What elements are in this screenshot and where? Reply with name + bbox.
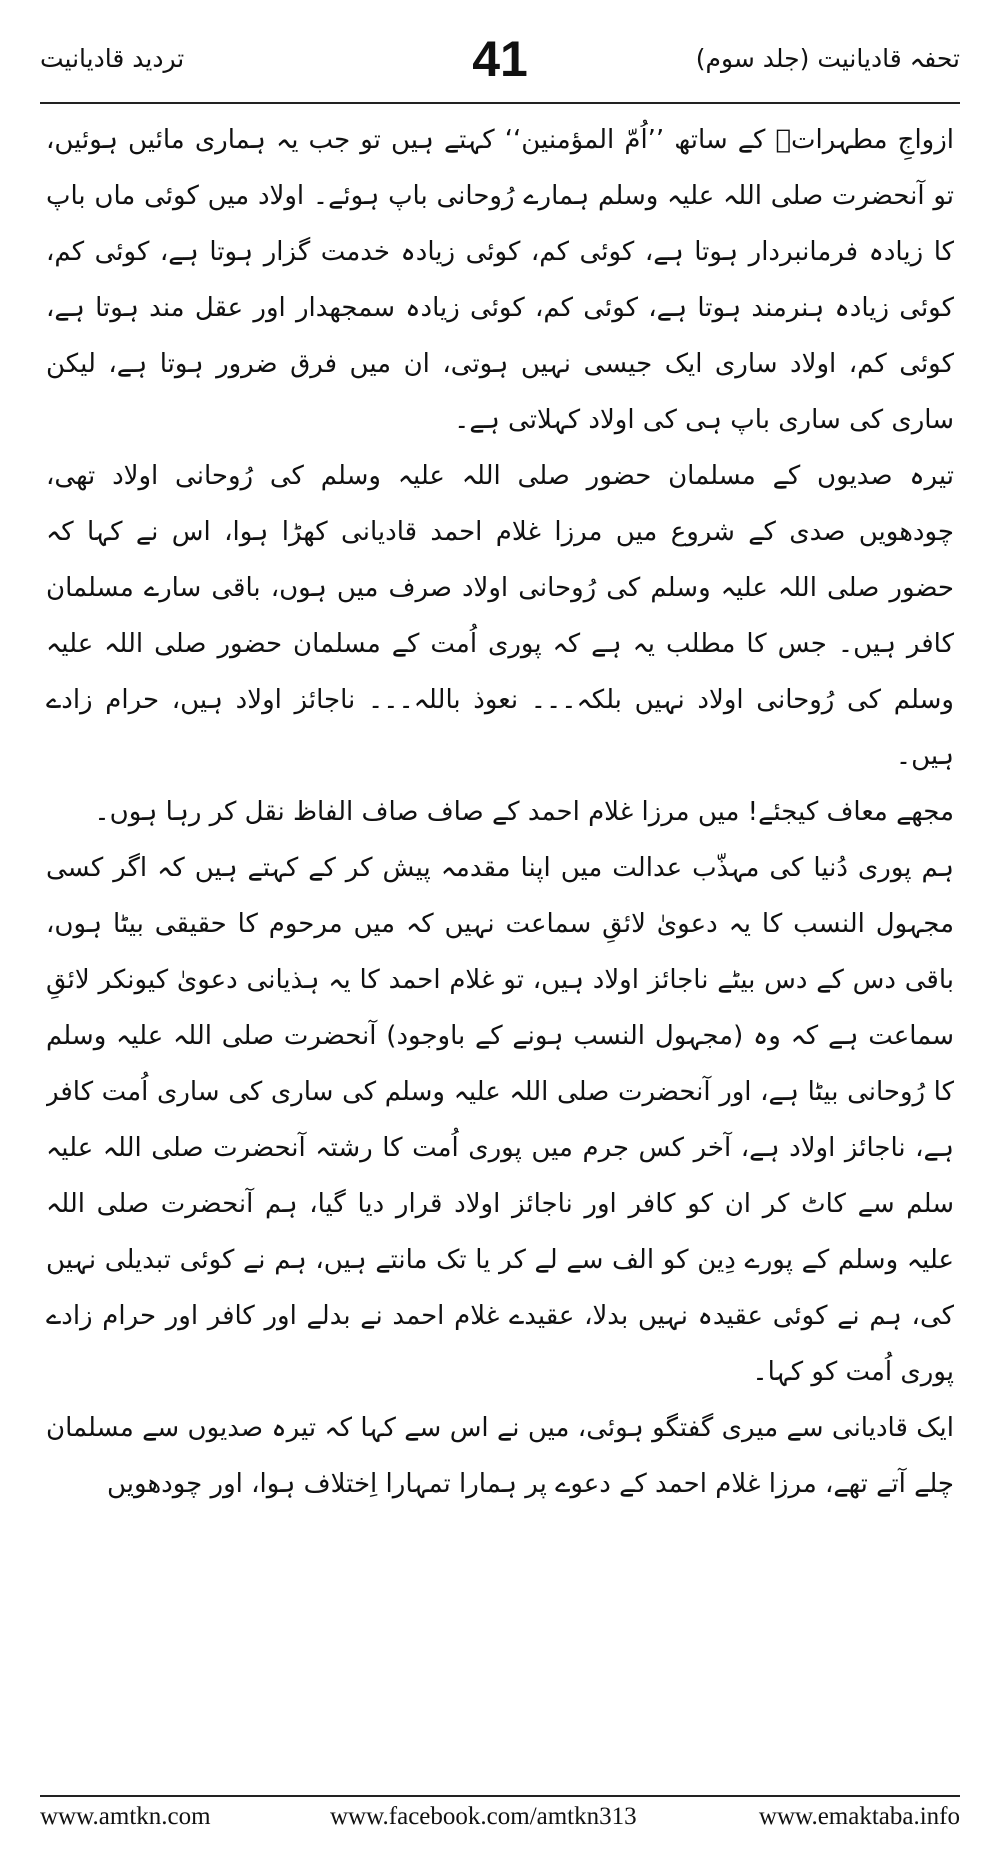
page-body bbox=[46, 112, 954, 1760]
footer-link-emaktaba[interactable]: www.emaktaba.info bbox=[758, 1803, 960, 1830]
paragraph: تیرہ صدیوں کے مسلمان حضور صلی اللہ علیہ وسلم کی رُوحانی اولاد تھی، چودھویں صدی کے شروع میں مرزا غلام احمد قادیانی کھڑا ہوا، اس نے کہا کہ حضور صلی اللہ علیہ وسلم کی رُوحانی اولاد صرف میں ہوں، باقی سارے مسلمان کافر ہیں۔ جس کا مطلب یہ ہے کہ پوری اُمت کے مسلمان حضور صلی اللہ علیہ وسلم کی رُوحانی اولاد نہیں بلکہ۔۔۔ نعوذ باللہ۔۔۔ ناجائز اولاد ہیں، حرام زادے ہیں۔ bbox=[46, 461, 954, 771]
page-footer bbox=[40, 1795, 960, 1837]
paragraph: ہم پوری دُنیا کی مہذّب عدالت میں اپنا مقدمہ پیش کر کے کہتے ہیں کہ اگر کسی مجہول النسب کا یہ دعویٰ لائقِ سماعت نہیں کہ میں مرحوم کا حقیقی بیٹا ہوں، باقی دس کے دس بیٹے ناجائز اولاد ہیں، تو غلام احمد کا یہ ہذیانی دعویٰ کیونکر لائقِ سماعت ہے کہ وہ (مجہول النسب ہونے کے باوجود) آنحضرت صلی اللہ علیہ وسلم کا رُوحانی بیٹا ہے، اور آنحضرت صلی اللہ علیہ وسلم کی ساری کی ساری اُمت کافر ہے، ناجائز اولاد ہے، آخر کس جرم میں پوری اُمت کا رشتہ آنحضرت صلی اللہ علیہ سلم سے کاٹ کر ان کو کافر اور ناجائز اولاد قرار دیا گیا، ہم آنحضرت صلی اللہ علیہ وسلم کے پورے دِین کو الف سے لے کر یا تک مانتے ہیں، ہم نے کوئی تبدیلی نہیں کی، ہم نے کوئی عقیدہ نہیں بدلا، عقیدے غلام احمد نے بدلے اور کافر اور حرام زادے پوری اُمت کو کہا۔ bbox=[46, 853, 954, 1387]
running-title-left: تردید قادیانیت bbox=[40, 44, 185, 73]
paragraph: ایک قادیانی سے میری گفتگو ہوئی، میں نے اس سے کہا کہ تیرہ صدیوں سے مسلمان چلے آتے تھے، مرزا غلام احمد کے دعوے پر ہمارا تمہارا اِختلاف ہوا، اور چودھویں bbox=[46, 1413, 954, 1499]
page-number: 41 bbox=[472, 31, 528, 87]
paragraph: مجھے معاف کیجئے! میں مرزا غلام احمد کے صاف صاف الفاظ نقل کر رہا ہوں۔ bbox=[94, 797, 954, 827]
footer-link-amtkn[interactable]: www.amtkn.com bbox=[40, 1803, 211, 1830]
running-title-right: تحفہ قادیانیت (جلد سوم) bbox=[695, 44, 960, 73]
paragraph: ازواجِ مطہراتؓ کے ساتھ ’’اُمّ المؤمنین‘‘ کہتے ہیں تو جب یہ ہماری مائیں ہوئیں، تو آنحضرت صلی اللہ علیہ وسلم ہمارے رُوحانی باپ ہوئے۔ اولاد میں کوئی ماں باپ کا زیادہ فرمانبردار ہوتا ہے، کوئی کم، کوئی زیادہ خدمت گزار ہوتا ہے، کوئی کم، کوئی زیادہ ہنرمند ہوتا ہے، کوئی کم، کوئی زیادہ سمجھدار اور عقل مند ہوتا ہے، کوئی کم، اولاد ساری ایک جیسی نہیں ہوتی، ان میں فرق ضرور ہوتا ہے، لیکن ساری کی ساری باپ ہی کی اولاد کہلاتی ہے۔ bbox=[46, 125, 954, 435]
footer-link-facebook[interactable]: www.facebook.com/amtkn313 bbox=[330, 1803, 637, 1830]
page-header bbox=[40, 30, 960, 104]
